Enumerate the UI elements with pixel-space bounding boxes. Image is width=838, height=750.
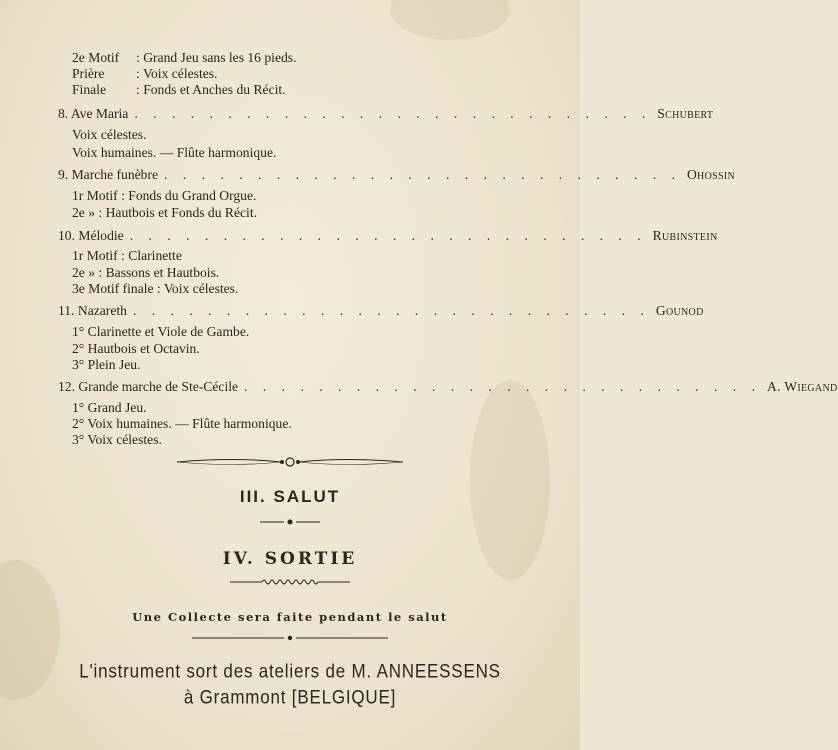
wavy-divider bbox=[0, 577, 580, 587]
piece-12-line-2: 2° Voix humaines. — Flûte harmonique. bbox=[72, 416, 292, 431]
leader-dots: . . . . . . . . . . . . . . . . . . . . . . . . . . . . bbox=[132, 303, 650, 318]
piece-11-header bbox=[58, 303, 704, 319]
builder-credit-line-1: L'instrument sort des ateliers de M. ANNEESSENS bbox=[79, 660, 501, 683]
leader-dots: . . . . . . . . . . . . . . . . . . . . . . . . . . . . bbox=[129, 228, 647, 243]
piece-composer: A. Wiegand bbox=[766, 379, 838, 394]
piece-11-line-2: 2° Hautbois et Octavin. bbox=[72, 341, 200, 356]
piece-10-header bbox=[58, 228, 718, 244]
top-line-3: Finale : Fonds et Anches du Récit. bbox=[72, 82, 286, 97]
leader-dots: . . . . . . . . . . . . . . . . . . . . . . . . . . . . bbox=[164, 167, 681, 182]
section-salut-title: III. SALUT bbox=[239, 487, 341, 506]
section-sortie-title: IV. SORTIE bbox=[222, 549, 358, 569]
piece-9-line-2: 2e » : Hautbois et Fonds du Récit. bbox=[72, 205, 258, 220]
piece-composer: Ohossin bbox=[686, 167, 735, 182]
long-divider bbox=[0, 634, 580, 642]
ornament-divider bbox=[0, 455, 580, 469]
piece-title: 8. Ave Maria bbox=[58, 106, 129, 121]
piece-title: 9. Marche funèbre bbox=[58, 167, 159, 182]
piece-composer: Schubert bbox=[657, 106, 714, 121]
leader-dots: . . . . . . . . . . . . . . . . . . . . . . . . . . . . bbox=[244, 379, 761, 394]
collection-notice: Une Collecte sera faite pendant le salut bbox=[132, 610, 448, 624]
piece-title: 12. Grande marche de Ste-Cécile bbox=[58, 379, 239, 394]
top-line-2: Prière : Voix célestes. bbox=[72, 66, 218, 81]
piece-title: 11. Nazareth bbox=[58, 303, 127, 318]
piece-8-line-1: Voix célestes. bbox=[72, 127, 147, 142]
small-divider bbox=[0, 518, 580, 526]
piece-title: 10. Mélodie bbox=[58, 228, 124, 243]
piece-11-line-3: 3° Plein Jeu. bbox=[72, 357, 141, 372]
builder-credit-line-2: à Grammont [BELGIQUE] bbox=[183, 686, 397, 709]
piece-11-line-1: 1° Clarinette et Viole de Gambe. bbox=[72, 324, 250, 339]
piece-10-line-2: 2e » : Bassons et Hautbois. bbox=[72, 265, 220, 280]
piece-12-line-3: 3° Voix célestes. bbox=[72, 432, 162, 447]
piece-9-line-1: 1r Motif : Fonds du Grand Orgue. bbox=[72, 188, 257, 203]
piece-composer: Rubinstein bbox=[652, 228, 718, 243]
piece-12-line-1: 1° Grand Jeu. bbox=[72, 400, 147, 415]
leader-dots: . . . . . . . . . . . . . . . . . . . . . . . . . . . . bbox=[134, 106, 652, 121]
top-line-1: 2e Motif : Grand Jeu sans les 16 pieds. bbox=[72, 50, 297, 65]
piece-9-header bbox=[58, 167, 735, 183]
piece-12-header bbox=[58, 379, 838, 395]
piece-8-header bbox=[58, 106, 714, 122]
piece-10-line-3: 3e Motif finale : Voix célestes. bbox=[72, 281, 239, 296]
piece-10-line-1: 1r Motif : Clarinette bbox=[72, 248, 182, 263]
piece-8-line-2: Voix humaines. — Flûte harmonique. bbox=[72, 145, 277, 160]
piece-composer: Gounod bbox=[655, 303, 704, 318]
